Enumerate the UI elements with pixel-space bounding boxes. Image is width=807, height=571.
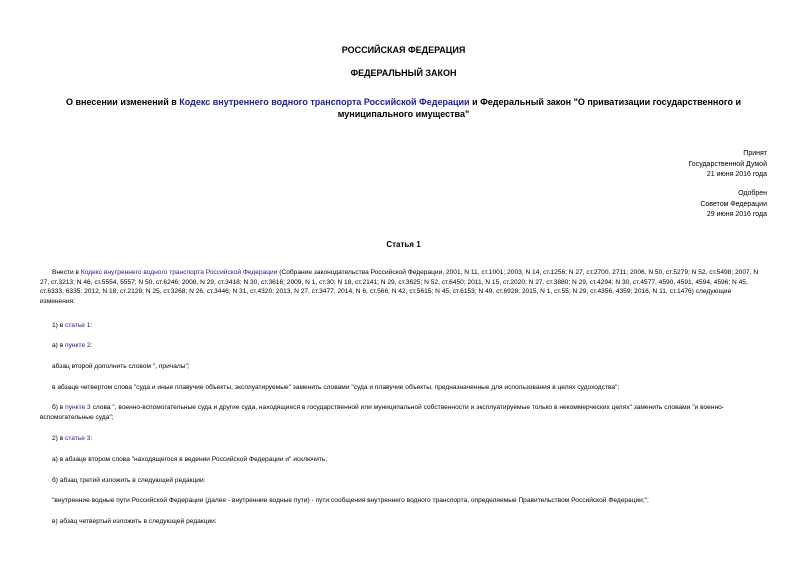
adopted-line1: Принят — [743, 150, 767, 157]
item-2 — [40, 434, 767, 444]
adopted-date: 21 июня 2016 года — [706, 171, 767, 178]
point-2-link[interactable]: пункте 2 — [65, 342, 91, 349]
point-3-link[interactable]: пункте 3 — [65, 404, 91, 411]
intro-paragraph — [40, 268, 767, 306]
item-a-suffix: : — [90, 342, 93, 349]
approved-line2: Советом Федерации — [700, 200, 767, 208]
item-a-text2: в абзаце четвертом слова "суда и иные плавучие объекты, эксплуатируемые" заменить словами "суда и плавучие объекты, предназначенные для использования в целях судоходства"; — [52, 384, 620, 391]
title-code-link[interactable]: Кодекс внутреннего водного транспорта Российской Федерации — [179, 97, 470, 107]
item-2-prefix: 2) в — [52, 435, 66, 442]
law-type-heading: ФЕДЕРАЛЬНЫЙ ЗАКОН — [350, 68, 457, 78]
article-1-link[interactable]: статье 1 — [65, 322, 91, 329]
item-b-suffix: слова ", военно-вспомогательные суда и другие суда, находящиеся в государственной или муниципальной собственности и эксплуатируемые только в некоммерческих целях" заменить словами "и военно-вспомогательные суда"; — [40, 404, 724, 421]
title-suffix: и Федеральный закон "О приватизации государственного и муниципального имущества" — [337, 97, 742, 119]
item-2b: б) абзац третий изложить в следующей редакции: — [52, 477, 206, 484]
item-1 — [40, 321, 767, 331]
adopted-block — [688, 149, 767, 181]
intro-suffix: (Собрание законодательства Российской Федерации, 2001, N 11, ст.1001; 2003, N 14, ст.1256; N 27, ст.2700, 2711; 2006, N 50, ст.5279; N 52, ст.5498; 2007, N 27, ст.3213; N 46, ст.5554, 5557; N 50, ст.6246; 2008, N 29, ст.3418; N 30, ст.3616; 2009, N 1, ст.30; N 18, ст.2141; N 29, ст.3625; N 52, ст.6450; 2011, N 15, ст.2020; N 27, ст.3880; N 29, ст.4294; N 30, ст.4577, 4590, 4591, 4594, 4596; N 45, ст.6333, 6335; 2012, N 18, ст.2128; N 25, ст.3268; N 26, ст.3446; N 31, ст.4320; 2013, N 27, ст.3477; 2014, N 6, ст.566; N 42, ст.5615; N 45, ст.6153; N 49, ст.6928; 2015, N 1, ст.55; N 29, ст.4356, 4359; 2016, N 11, ст.1476) следующие изменения: — [40, 269, 759, 305]
approved-date: 29 июня 2016 года — [706, 211, 767, 218]
item-2c: в) абзац четвертый изложить в следующей редакции: — [52, 518, 217, 525]
item-2b-text: "внутренние водные пути Российской Федерации (далее - внутренние водные пути) - пути сообщения внутреннего водного транспорта, определяемые Правительством Российской Федерации;"; — [52, 497, 649, 504]
federation-heading: РОССИЙСКАЯ ФЕДЕРАЦИЯ — [341, 45, 466, 55]
law-title — [40, 96, 767, 120]
item-2a: а) в абзаце втором слова "находящегося в ведении Российской Федерации и" исключить; — [52, 456, 328, 463]
item-a-text1: абзац второй дополнить словом ", причалы"; — [52, 363, 190, 370]
intro-prefix: Внести в — [52, 269, 81, 276]
item-b — [40, 403, 767, 422]
item-a — [40, 341, 767, 351]
item-1-suffix: : — [90, 322, 93, 329]
item-a-prefix: а) в — [52, 342, 66, 349]
adopted-line2: Государственной Думой — [688, 160, 767, 168]
intro-code-link[interactable]: Кодекс внутреннего водного транспорта Российской Федерации — [80, 269, 278, 276]
item-b-prefix: б) в — [52, 404, 66, 411]
approved-block — [700, 189, 767, 221]
article-3-link[interactable]: статье 3 — [65, 435, 91, 442]
article-heading: Статья 1 — [386, 240, 421, 249]
item-2-suffix: : — [90, 435, 93, 442]
approved-line1: Одобрен — [738, 190, 767, 197]
title-prefix: О внесении изменений в — [65, 97, 180, 107]
item-1-prefix: 1) в — [52, 322, 66, 329]
